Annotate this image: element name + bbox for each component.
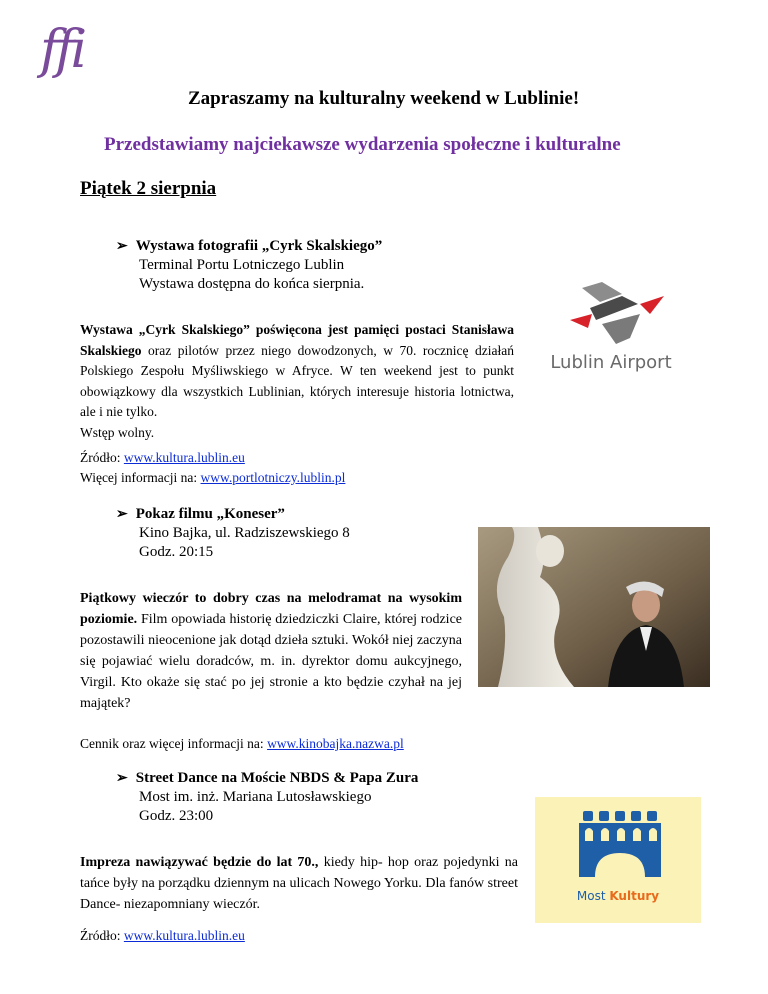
most-kultury-logo xyxy=(535,797,701,923)
arrow-bullet-icon: ➢ xyxy=(116,507,128,522)
kinobajka-link[interactable]: www.kinobajka.nazwa.pl xyxy=(267,736,404,751)
event-2-description: Piątkowy wieczór to dobry czas na melodramat na wysokim poziomie. Film opowiada historię dziedziczki Claire, której rodzice pozostawili nieocenione jak dotąd dzieła sztuki. Wokół niej zaczyna się pojawiać wielu doradców, m. in. dyrektor domu aukcyjnego, Virgil. Kto okaże się stać po jej stronie a kto będzie czyhał na jej majątek? xyxy=(80,591,462,711)
source-link[interactable]: www.kultura.lublin.eu xyxy=(123,928,245,943)
more-info-link[interactable]: www.portlotniczy.lublin.pl xyxy=(200,470,346,485)
event-2-header xyxy=(116,506,350,561)
page-subtitle: Przedstawiamy najciekawsze wydarzenia społeczne i kulturalne xyxy=(104,134,621,155)
event-2-location: Kino Bajka, ul. Radziszewskiego 8 xyxy=(139,525,350,541)
event-3-location: Most im. inż. Mariana Lutosławskiego xyxy=(139,789,372,805)
page-title: Zapraszamy na kulturalny weekend w Lublinie! xyxy=(188,88,580,109)
event-2-price-info: Cennik oraz więcej informacji na: www.kinobajka.nazwa.pl xyxy=(80,736,404,751)
day-heading: Piątek 2 sierpnia xyxy=(80,178,217,199)
event-2-time: Godz. 20:15 xyxy=(139,544,214,560)
event-3-description: Impreza nawiązywać będzie do lat 70., kiedy hip- hop oraz pojedynki na tańce były na porządku dziennym na ulicach Nowego Yorku. Dla fanów street Dance- niezapomniany wieczór. xyxy=(80,855,519,912)
event-1-availability: Wystawa dostępna do końca sierpnia. xyxy=(139,276,365,292)
event-3-time: Godz. 23:00 xyxy=(139,808,214,824)
event-1-entry: Wstęp wolny. xyxy=(80,424,155,440)
event-1-description: Wystawa „Cyrk Skalskiego” poświęcona jest pamięci postaci Stanisława Skalskiego oraz pilotów przez niego dowodzonych, w 70. rocznicę działań Polskiego Zespołu Myśliwskiego w Afryce. W ten weekend jest to punkt obowiązkowy dla wszystkich Lublinian, których interesuje historia lotnictwa, ale i nie tylko. Wstęp wolny. xyxy=(80,322,514,440)
event-3-source: Źródło: www.kultura.lublin.eu xyxy=(80,928,245,943)
event-1-title: Wystawa fotografii „Cyrk Skalskiego” xyxy=(135,238,383,254)
lublin-airport-logo xyxy=(530,278,692,388)
source-link[interactable]: www.kultura.lublin.eu xyxy=(123,450,245,465)
most-kultury-text: Most Kultury xyxy=(576,889,660,903)
event-1-sources: Źródło: www.kultura.lublin.eu Więcej informacji na: www.portlotniczy.lublin.pl xyxy=(80,450,346,485)
arrow-bullet-icon: ➢ xyxy=(116,239,128,254)
event-2-title: Pokaz filmu „Koneser” xyxy=(135,506,285,522)
event-1-location: Terminal Portu Lotniczego Lublin xyxy=(139,257,345,273)
ffi-logo: ffi xyxy=(40,20,84,80)
event-3-header xyxy=(116,770,418,825)
event-1-header xyxy=(116,238,382,293)
film-still-image xyxy=(478,527,710,687)
airport-logo-text: Lublin Airport xyxy=(550,352,672,373)
event-3-title: Street Dance na Moście NBDS & Papa Zura xyxy=(135,770,419,786)
arrow-bullet-icon: ➢ xyxy=(116,771,128,786)
